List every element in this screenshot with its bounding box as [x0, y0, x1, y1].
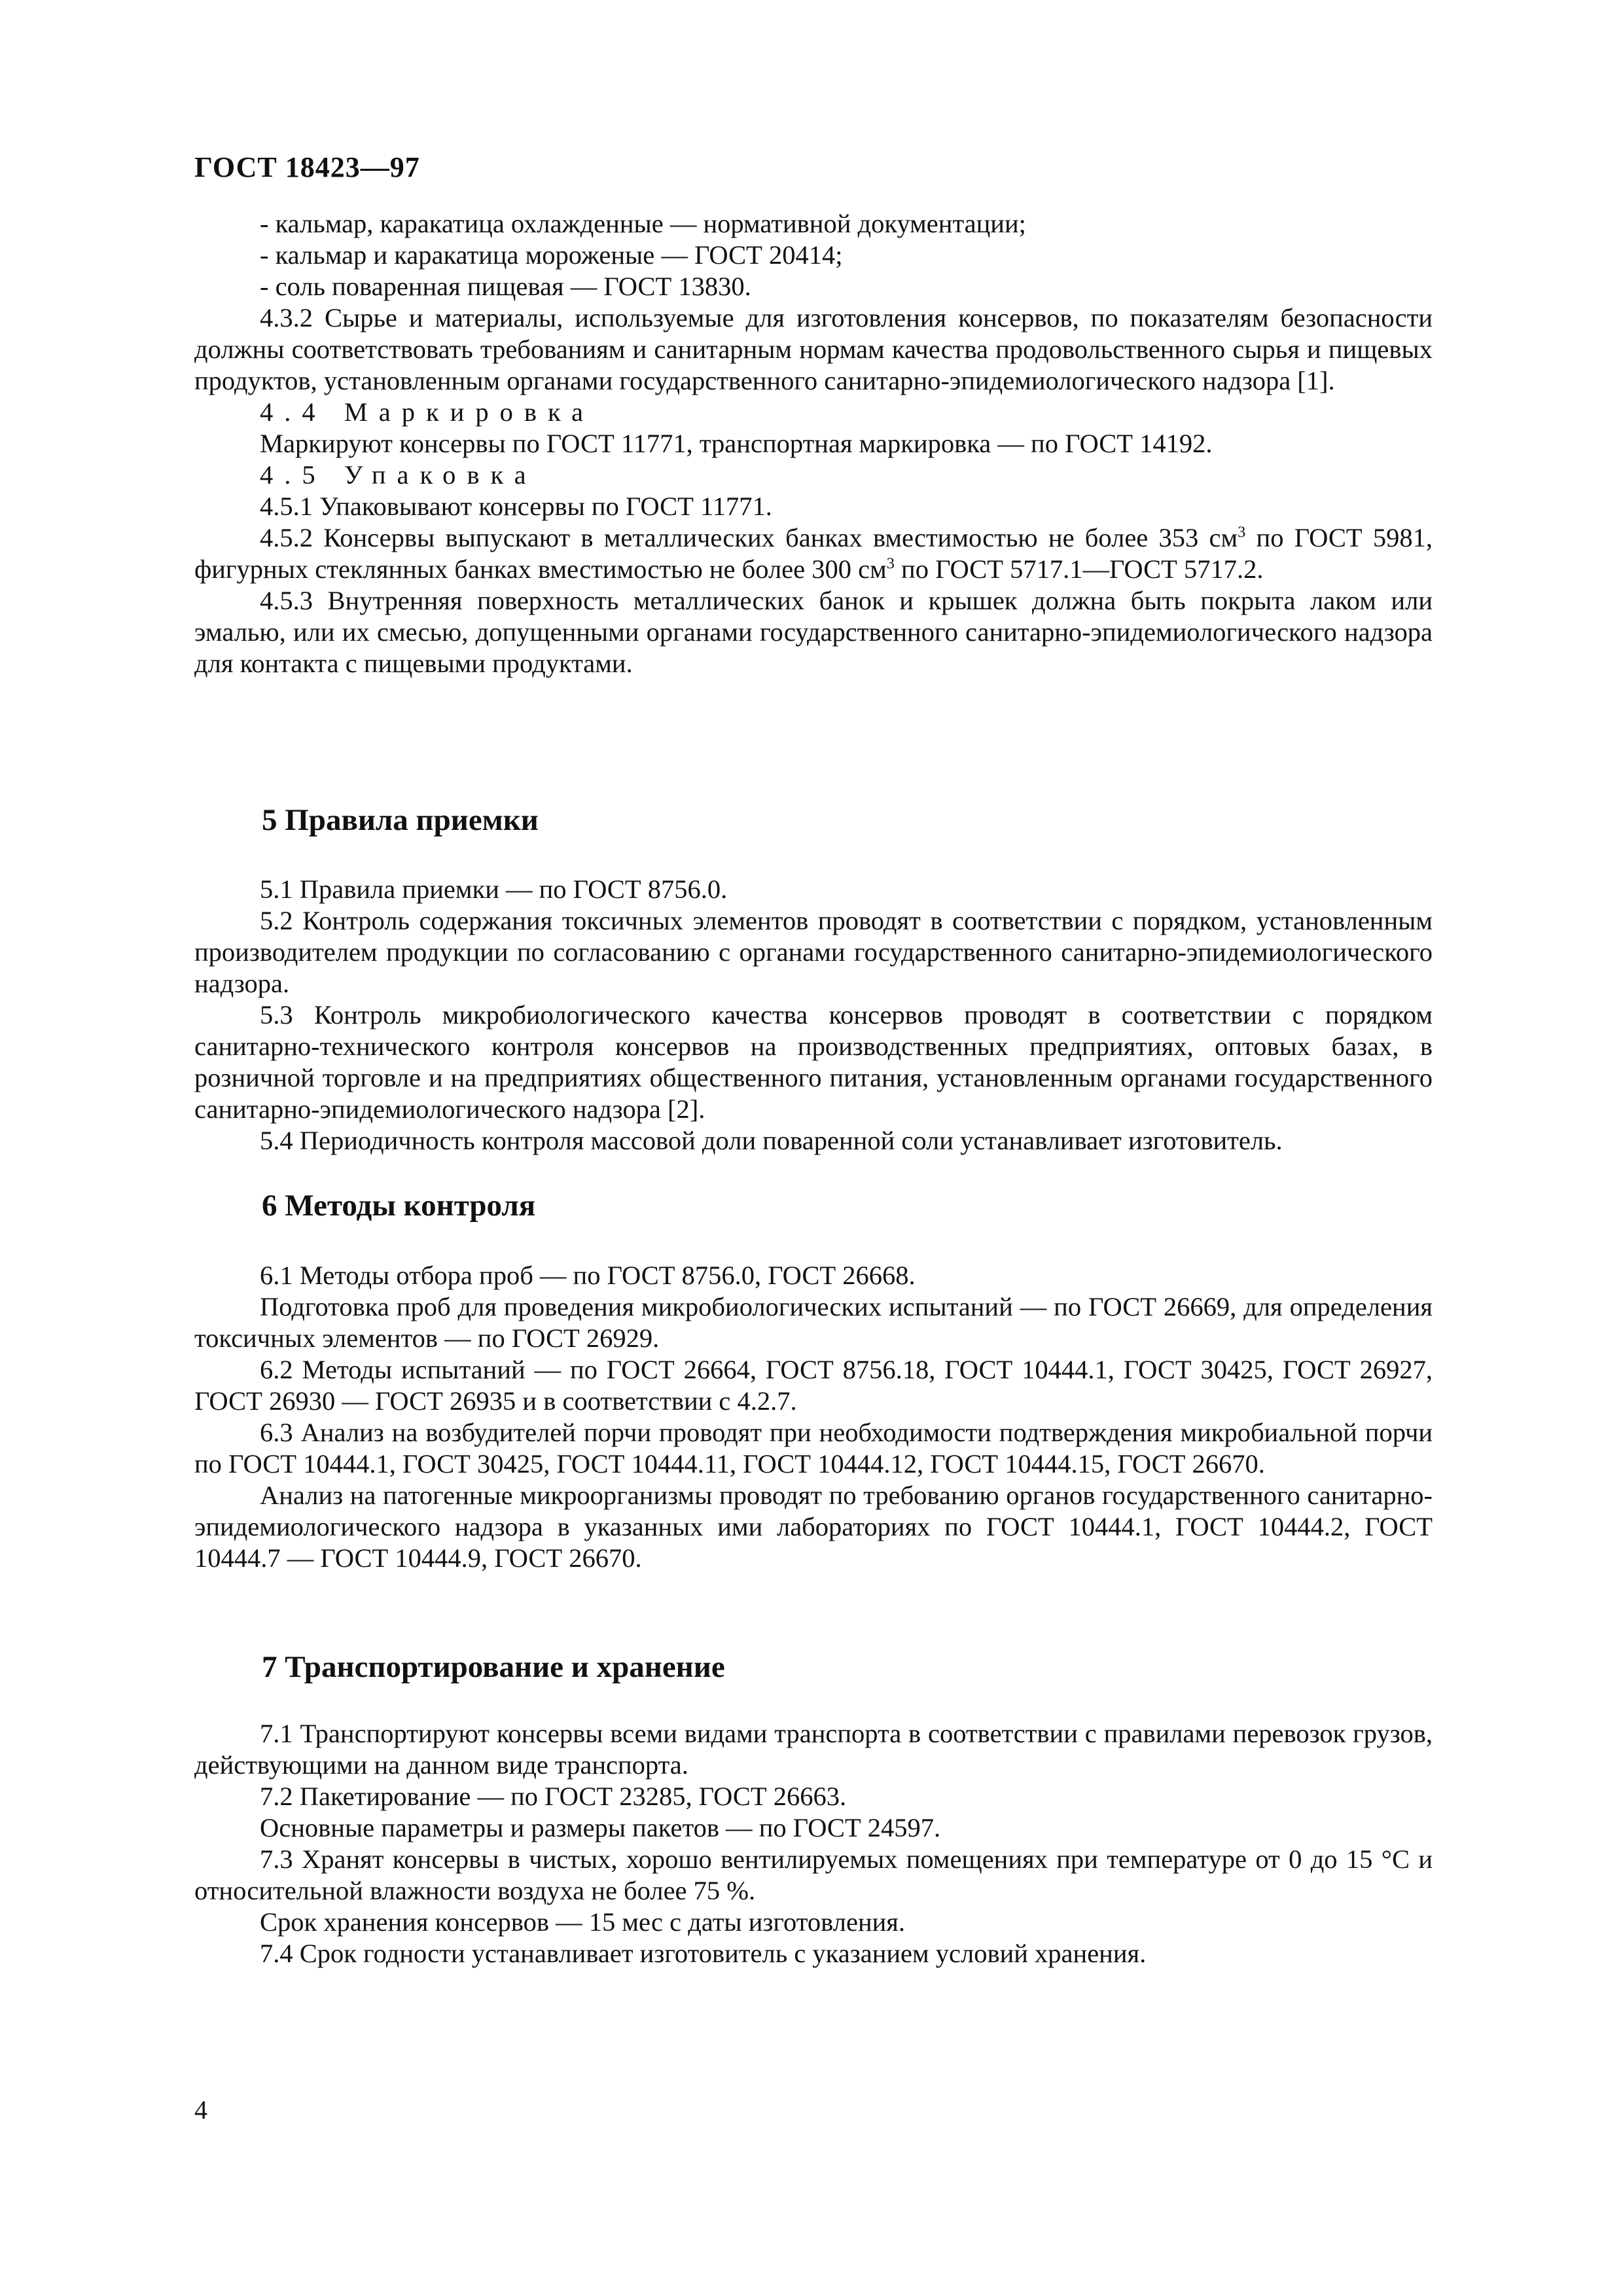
paragraph-6-3-pathogens: Анализ на патогенные микроорганизмы проводят по требованию органов государственного санитарно-эпидемиологического надзора в указанных ими лабораториях по ГОСТ 10444.1, ГОСТ 10444.2, ГОСТ 10444.7 — ГОСТ 10444.9, ГОСТ 26670.	[194, 1480, 1433, 1573]
paragraph-6-1-preparation: Подготовка проб для проведения микробиологических испытаний — по ГОСТ 26669, для определения токсичных элементов — по ГОСТ 26929.	[194, 1292, 1433, 1353]
paragraph-5-4: 5.4 Периодичность контроля массовой доли поваренной соли устанавливает изготовитель.	[260, 1126, 1283, 1155]
paragraph-7-3: 7.3 Хранят консервы в чистых, хорошо вентилируемых помещениях при температуре от 0 до 15 °С и относительной влажности воздуха не более 75 %.	[194, 1844, 1433, 1905]
section-title-5: 5 Правила приемки	[262, 803, 539, 837]
subsection-title-4-5: 4.5 Упаковка	[260, 460, 537, 490]
paragraph-4-5-3: 4.5.3 Внутренняя поверхность металлических банок и крышек должна быть покрыта лаком или эмалью, или их смесью, допущенными органами государственного санитарно-эпидемиологического надзора для контакта с пищевыми продуктами.	[194, 586, 1433, 678]
page-number: 4	[194, 2095, 207, 2125]
subsection-title-4-4: 4.4 Маркировка	[260, 397, 594, 427]
section-title-7: 7 Транспортирование и хранение	[262, 1650, 725, 1684]
paragraph-5-1: 5.1 Правила приемки — по ГОСТ 8756.0.	[260, 874, 728, 904]
section-4-continued	[194, 208, 1433, 679]
paragraph-4-3-2: 4.3.2 Сырье и материалы, используемые для изготовления консервов, по показателям безопасности должны соответствовать требованиям и санитарным нормам качества продовольственного сырья и пищевых продуктов, установленным органами государственного санитарно-эпидемиологического надзора [1].	[194, 303, 1433, 395]
paragraph-5-3: 5.3 Контроль микробиологического качества консервов проводят в соответствии с порядком санитарно-технического контроля консервов на производственных предприятиях, оптовых базах, в розничной торговле и на предприятиях общественного питания, установленным органами государственного санитарно-эпидемиологического надзора [2].	[194, 1000, 1433, 1124]
list-item: - кальмар, каракатица охлажденные — нормативной документации;	[260, 209, 1026, 238]
list-item: - кальмар и каракатица мороженые — ГОСТ 20414;	[260, 240, 843, 270]
paragraph-6-1: 6.1 Методы отбора проб — по ГОСТ 8756.0, ГОСТ 26668.	[260, 1261, 916, 1290]
paragraph-6-2: 6.2 Методы испытаний — по ГОСТ 26664, ГОСТ 8756.18, ГОСТ 10444.1, ГОСТ 30425, ГОСТ 26927, ГОСТ 26930 — ГОСТ 26935 и в соответствии с 4.2.7.	[194, 1355, 1433, 1416]
paragraph-4-5-2: 4.5.2 Консервы выпускают в металлических банках вместимостью не более 353 $см^3$ по ГОСТ 5981, фигурных стеклянных банках вместимостью не более 300 $см^3$ по ГОСТ 5717.1—ГОСТ 5717.2.	[194, 523, 1433, 584]
paragraph-6-3: 6.3 Анализ на возбудителей порчи проводят при необходимости подтверждения микробиальной порчи по ГОСТ 10444.1, ГОСТ 30425, ГОСТ 10444.11, ГОСТ 10444.12, ГОСТ 10444.15, ГОСТ 26670.	[194, 1418, 1433, 1479]
document-header: ГОСТ 18423—97	[194, 151, 420, 183]
paragraph-7-2: 7.2 Пакетирование — по ГОСТ 23285, ГОСТ 26663.	[260, 1782, 847, 1811]
section-7-body	[194, 1718, 1433, 1969]
section-6-body	[194, 1260, 1433, 1574]
paragraph-7-1: 7.1 Транспортируют консервы всеми видами транспорта в соответствии с правилами перевозок грузов, действующими на данном виде транспорта.	[194, 1719, 1433, 1780]
paragraph-7-2-params: Основные параметры и размеры пакетов — по ГОСТ 24597.	[260, 1813, 941, 1842]
paragraph-7-3-shelf: Срок хранения консервов — 15 мес с даты изготовления.	[260, 1907, 906, 1937]
section-title-6: 6 Методы контроля	[262, 1189, 536, 1223]
paragraph-4-4: Маркируют консервы по ГОСТ 11771, транспортная маркировка — по ГОСТ 14192.	[260, 429, 1213, 458]
paragraph-4-5-1: 4.5.1 Упаковывают консервы по ГОСТ 11771.	[260, 492, 772, 521]
paragraph-7-4: 7.4 Срок годности устанавливает изготовитель с указанием условий хранения.	[260, 1939, 1147, 1968]
list-item: - соль поваренная пищевая — ГОСТ 13830.	[260, 272, 751, 301]
section-5-body	[194, 874, 1433, 1157]
paragraph-5-2: 5.2 Контроль содержания токсичных элементов проводят в соответствии с порядком, установленным производителем продукции по согласованию с органами государственного санитарно-эпидемиологического надзора.	[194, 906, 1433, 998]
